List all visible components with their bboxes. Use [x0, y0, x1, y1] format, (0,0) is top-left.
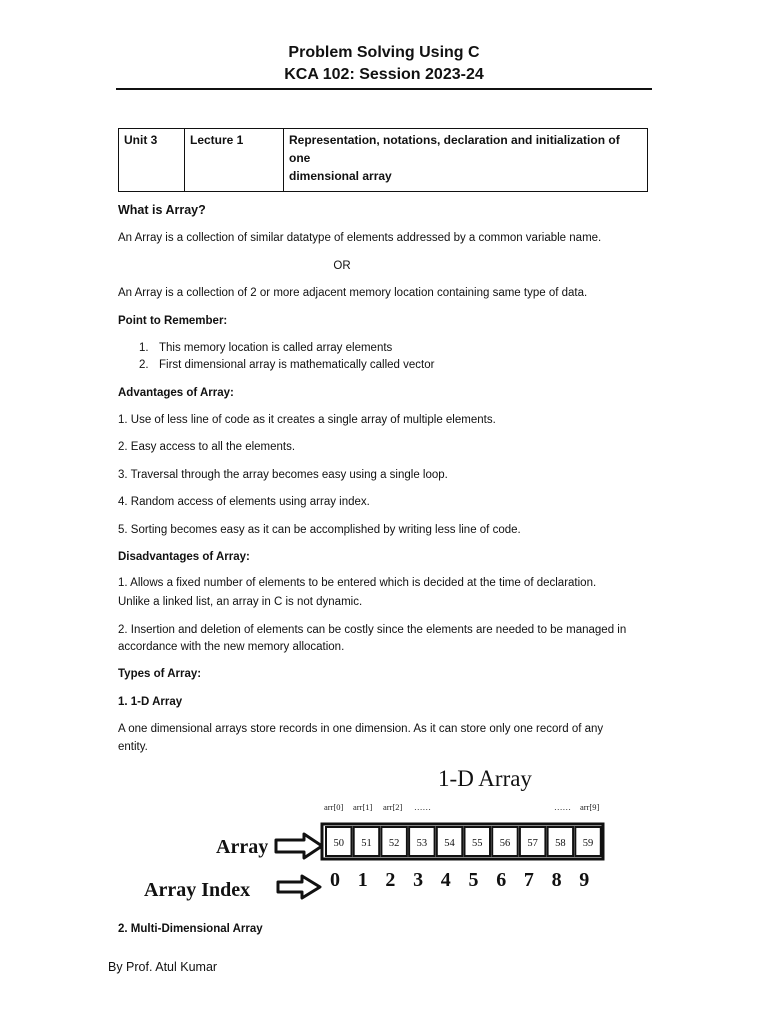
unit-cell: Unit 3 [119, 129, 185, 192]
topic-line-2: dimensional array [289, 169, 392, 183]
advantage-item-5: 5. Sorting becomes easy as it can be accomplished by writing less line of code. [118, 524, 521, 536]
top-label-arr9: arr[9] [580, 802, 600, 812]
array-index-number: 0 [330, 869, 340, 891]
lecture-cell: Lecture 1 [185, 129, 284, 192]
array-cell-value: 58 [555, 838, 566, 849]
array-cell-value: 57 [527, 838, 538, 849]
advantages-heading: Advantages of Array: [118, 387, 234, 399]
top-label-arr2: arr[2] [383, 802, 403, 812]
what-is-array-heading: What is Array? [118, 203, 206, 217]
advantage-item-2: 2. Easy access to all the elements. [118, 441, 296, 453]
definition-2: An Array is a collection of 2 or more adjacent memory location containing same type of data. [118, 287, 588, 299]
disadvantage-2-line-1: 2. Insertion and deletion of elements can be costly since the elements are needed to be managed in [118, 624, 627, 636]
types-heading: Types of Array: [118, 668, 202, 680]
array-index-label: Array Index [144, 879, 251, 901]
document-title: Problem Solving Using C [288, 44, 480, 61]
top-label-arr0: arr[0] [324, 802, 344, 812]
header-divider [116, 88, 652, 90]
disadvantages-heading: Disadvantages of Array: [118, 551, 250, 563]
type-1d-line-1: A one dimensional arrays store records in one dimension. As it can store only one record of any [118, 723, 604, 735]
type-1d-line-2: entity. [118, 741, 148, 753]
array-index-number: 1 [357, 869, 368, 891]
document-subtitle: KCA 102: Session 2023-24 [284, 66, 484, 83]
top-label-ellipsis-2: …… [554, 802, 571, 812]
remember-heading: Point to Remember: [118, 315, 228, 327]
disadvantage-2-line-2: accordance with the new memory allocation. [118, 641, 345, 653]
remember-num-1: 1. [139, 342, 149, 354]
array-index-number: 9 [579, 869, 590, 891]
array-cell-value: 50 [333, 838, 344, 849]
type-1d-heading: 1. 1-D Array [118, 696, 183, 708]
footer-author: By Prof. Atul Kumar [108, 960, 218, 974]
remember-item-1: This memory location is called array elements [159, 342, 393, 354]
array-cell-value: 55 [472, 838, 483, 849]
array-index-number: 3 [413, 869, 424, 891]
advantage-item-3: 3. Traversal through the array becomes easy using a single loop. [118, 469, 448, 481]
disadvantage-1-line-1: 1. Allows a fixed number of elements to be entered which is decided at the time of declaration. [118, 577, 597, 589]
remember-num-2: 2. [139, 359, 149, 371]
or-separator: OR [333, 260, 351, 272]
index-arrow-icon [278, 876, 320, 898]
document-header [0, 42, 768, 86]
advantage-item-1: 1. Use of less line of code as it creates a single array of multiple elements. [118, 414, 496, 426]
array-cell-value: 54 [444, 838, 455, 849]
disadvantage-1-line-2: Unlike a linked list, an array in C is not dynamic. [118, 596, 363, 608]
lecture-info-table [118, 128, 648, 192]
array-index-number: 6 [496, 869, 507, 891]
topic-line-1: Representation, notations, declaration and initialization of one [289, 133, 620, 165]
array-index-number: 4 [440, 869, 451, 891]
array-label: Array [216, 836, 269, 858]
array-index-number: 8 [551, 869, 562, 891]
array-cell-value: 53 [416, 838, 428, 849]
top-label-ellipsis-1: …… [414, 802, 431, 812]
array-index-number: 5 [468, 869, 479, 891]
array-cell-value: 59 [582, 838, 594, 849]
advantage-item-4: 4. Random access of elements using array index. [118, 496, 370, 508]
diagram-title: 1-D Array [438, 766, 532, 791]
one-d-array-diagram [130, 760, 630, 905]
array-arrow-icon [276, 834, 322, 858]
remember-item-2: First dimensional array is mathematically called vector [159, 359, 435, 371]
type-multi-d-heading: 2. Multi-Dimensional Array [118, 923, 263, 935]
array-index-number: 7 [523, 869, 534, 891]
topic-cell [284, 129, 648, 192]
top-label-arr1: arr[1] [353, 802, 373, 812]
array-cell-value: 51 [361, 838, 372, 849]
array-cell-value: 56 [499, 838, 511, 849]
definition-1: An Array is a collection of similar datatype of elements addressed by a common variable name. [118, 232, 602, 244]
array-cell-value: 52 [388, 838, 400, 849]
array-index-number: 2 [385, 869, 396, 891]
